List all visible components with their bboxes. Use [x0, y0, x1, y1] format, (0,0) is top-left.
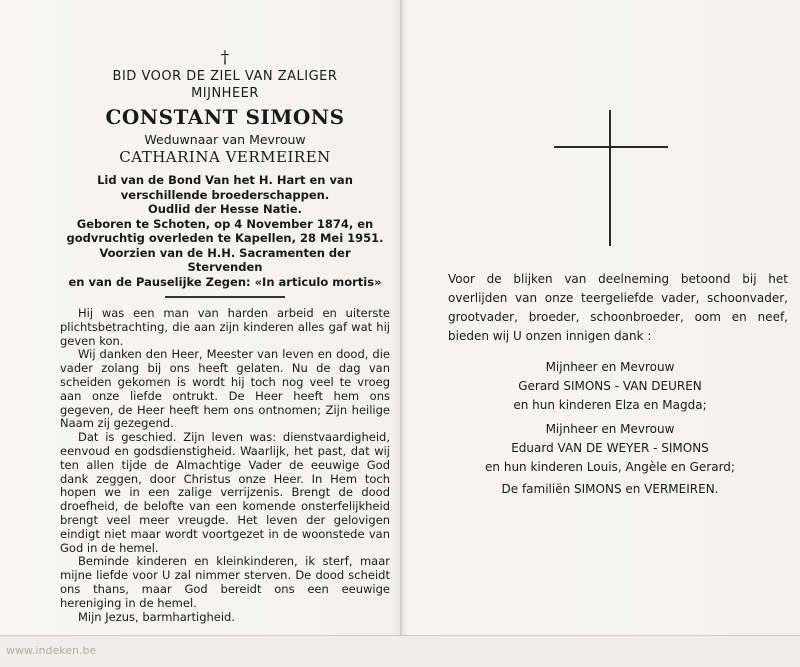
card-bottom-edge [0, 635, 800, 667]
spouse-name: CATHARINA VERMEIREN [119, 148, 331, 166]
eulogy-text [60, 307, 390, 624]
bio-line: en van de Pauselijke Zegen: «In articulo mortis» [68, 274, 382, 289]
prayer-heading: BID VOOR DE ZIEL VAN ZALIGER [112, 69, 338, 84]
eulogy-paragraph: Beminde kinderen en kleinkinderen, ik sterf, maar mijne liefde voor U zal nimmer sterven. De dood scheidt ons thans, maar God bereidt ons een eeuwige hereniging in de hemel. [60, 554, 390, 610]
family-line: Gerard SIMONS - VAN DEUREN [518, 379, 702, 393]
bio-line: verschillende broederschappen. [120, 187, 330, 202]
bio-line: godvruchtig overleden te Kapellen, 28 Mei 1951. [66, 231, 384, 245]
family-line: Mijnheer en Mevrouw [545, 422, 675, 436]
title-mijnheer: MIJNHEER [191, 86, 259, 101]
left-panel [60, 48, 390, 624]
eulogy-paragraph: Hij was een man van harden arbeid en uiterste plichtsbetrachting, die aan zijn kinderen alles gaf wat hij geven kon. [60, 306, 390, 348]
divider [165, 296, 285, 298]
bio-block [60, 173, 390, 289]
eulogy-paragraph: Wij danken den Heer, Meester van leven en dood, die vader zolang bij ons heeft gelaten. Nu de dag van scheiden gekomen is wordt hij toch nog veel te vroeg aan onze liefde ontrukt. De Heer heeft hem ons gegeven, de Heer heeft hem ons ontnomen; Zijn heilige Naam zij gezegend. [60, 347, 390, 431]
cross-horizontal [554, 146, 668, 148]
right-panel [430, 0, 790, 640]
card-fold [400, 0, 402, 640]
family-line: Mijnheer en Mevrouw [545, 360, 675, 374]
watermark: www.indeken.be [6, 644, 97, 657]
eulogy-paragraph: Dat is geschied. Zijn leven was: dienstvaardigheid, eenvoud en godsdienstigheid. Waarlijk, het past, dat wij ten allen tijde de Almachtige Vader de eeuwige God dank zeggen, door Christus onze Heer. In Hem toch hopen we in een zalige verrijzenis. Brengt de dood droefheid, de belofte van een komende onsterfelijkheid brengt veel meer vreugde. Het leven der gelovigen eindigt niet maar wordt voortgezet in de woonstede van God in de hemel. [60, 430, 390, 555]
family-line: Eduard VAN DE WEYER - SIMONS [511, 441, 709, 455]
bio-line: Voorzien van de H.H. Sacramenten der Stervenden [99, 245, 351, 274]
deceased-name: CONSTANT SIMONS [105, 105, 345, 129]
eulogy-paragraph: Mijn Jezus, barmhartigheid. [78, 609, 236, 624]
bio-line: Lid van de Bond Van het H. Hart en van [97, 173, 353, 187]
widower-line: Weduwnaar van Mevrouw [144, 132, 306, 147]
bio-line: Geboren te Schoten, op 4 November 1874, en [76, 216, 374, 231]
family-line: De familiën SIMONS en VERMEIREN. [501, 482, 719, 496]
bio-line: Oudlid der Hesse Natie. [148, 202, 302, 216]
small-cross-icon: † [220, 48, 230, 68]
cross-vertical [609, 110, 611, 246]
thanks-text: Voor de blijken van deelneming betoond bij het overlijden van onze teergeliefde vader, schoonvader, grootvader, broeder, schoonbroeder, oom en neef, bieden wij U onzen innigen dank : [448, 272, 788, 343]
family-line: en hun kinderen Louis, Angèle en Gerard; [485, 460, 735, 474]
family-line: en hun kinderen Elza en Magda; [513, 398, 707, 412]
